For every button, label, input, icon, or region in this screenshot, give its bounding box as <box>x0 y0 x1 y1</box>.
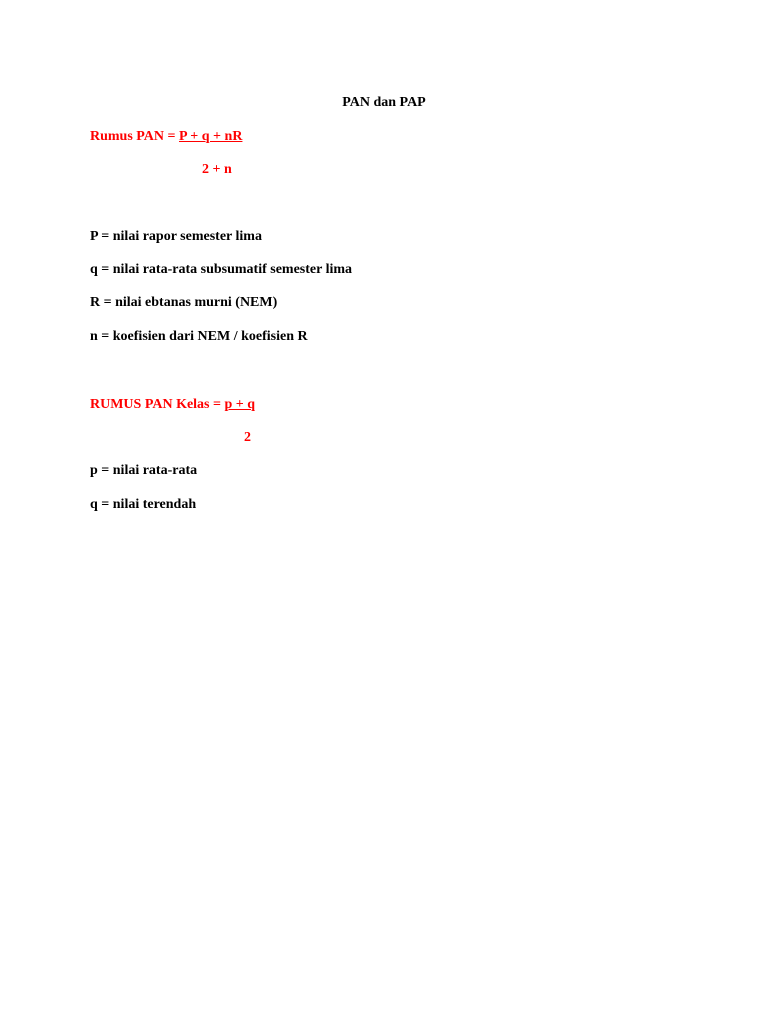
formula-pan-numerator: P + q + nR <box>179 129 243 144</box>
definition-q: q = nilai rata-rata subsumatif semester lima <box>90 262 353 277</box>
page-title: PAN dan PAP <box>342 95 426 110</box>
formula-pan-denominator: 2 + n <box>202 162 232 177</box>
definition-kelas-p: p = nilai rata-rata <box>90 463 198 478</box>
definition-r: R = nilai ebtanas murni (NEM) <box>90 295 278 310</box>
formula-pan-kelas-numerator: p + q <box>224 397 256 412</box>
formula-pan-kelas-denominator: 2 <box>244 430 251 445</box>
formula-pan <box>90 128 242 146</box>
formula-pan-kelas <box>90 396 255 414</box>
definition-n: n = koefisien dari NEM / koefisien R <box>90 329 308 344</box>
definition-p: P = nilai rapor semester lima <box>90 229 262 244</box>
formula-pan-kelas-label: RUMUS PAN Kelas = <box>90 397 225 412</box>
definition-kelas-q: q = nilai terendah <box>90 497 197 512</box>
formula-pan-label: Rumus PAN = <box>90 129 180 144</box>
